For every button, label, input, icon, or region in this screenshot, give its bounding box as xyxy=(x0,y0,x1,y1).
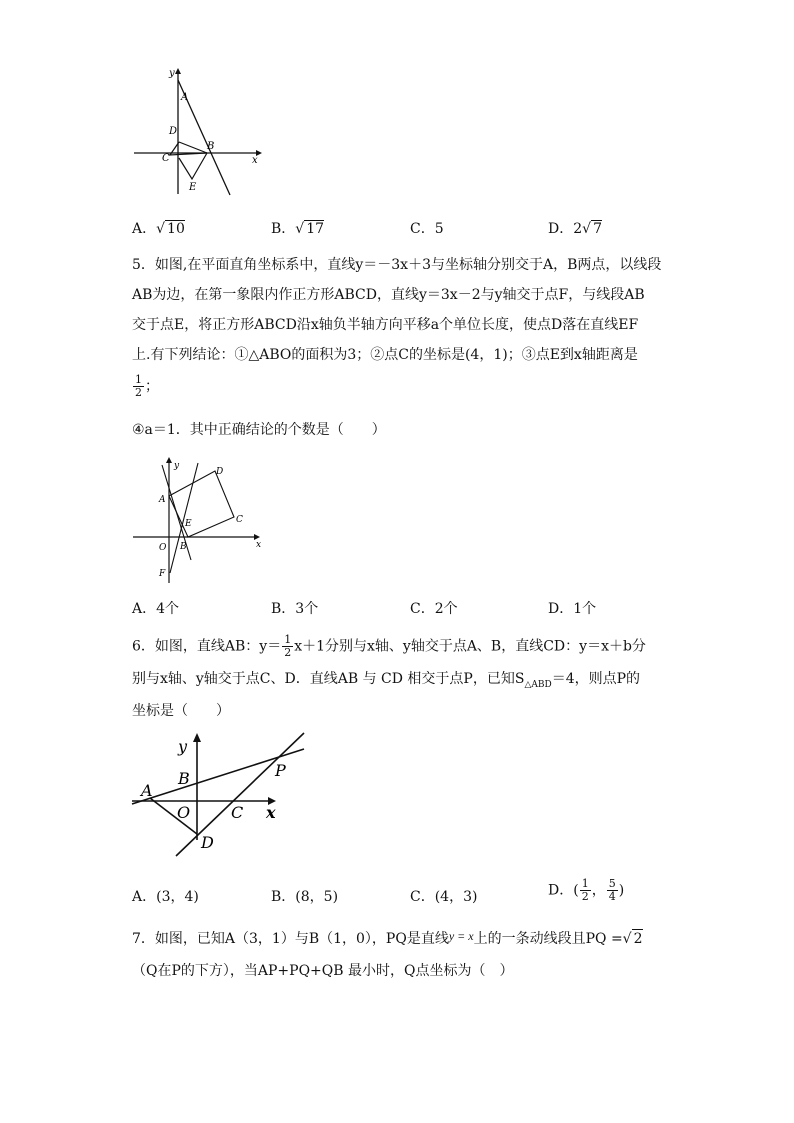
q5-label-y: y xyxy=(174,461,180,471)
q6-label-d: D xyxy=(201,833,214,852)
q5-option-a[interactable]: A．4个 xyxy=(132,601,180,617)
q7-line-2: （Q在P的下方），当AP+PQ+QB 最小时，Q点坐标为（ ） xyxy=(132,963,514,979)
q5-label-a: A xyxy=(159,495,166,505)
radical-sign: √ xyxy=(582,221,592,237)
q5-label-b: B xyxy=(180,542,187,552)
q6-label-b: B xyxy=(178,769,190,788)
q5-label-e: E xyxy=(185,519,192,529)
q5-line-4: 上.有下列结论：①△ABO的面积为3；②点C的坐标是(4，1)；③点E到x轴距离是 xyxy=(132,347,638,363)
q4-option-c[interactable] xyxy=(410,218,444,238)
q4-label-d: D xyxy=(169,126,178,137)
q4-option-d[interactable] xyxy=(548,218,602,238)
radical-sign: √ xyxy=(295,221,305,237)
q5-y-arrow xyxy=(166,457,172,463)
coefficient: 2 xyxy=(573,221,583,237)
q5-label-c: C xyxy=(236,515,243,525)
option-prefix: B． xyxy=(271,221,296,237)
radical-sign: √ xyxy=(156,221,166,237)
q4-label-e: E xyxy=(189,182,197,193)
q6-label-c: C xyxy=(231,803,244,822)
q6-label-y: y xyxy=(178,737,188,756)
q6-label-p: P xyxy=(275,761,286,780)
equation: y = x xyxy=(448,929,474,943)
text-segment: 6．如图，直线AB：y＝ xyxy=(132,638,282,655)
separator: ， xyxy=(591,882,606,899)
q5-label-o: O xyxy=(159,543,167,553)
q6-label-x: x xyxy=(266,803,276,822)
text-segment: 上的一条动线段且PQ = xyxy=(473,931,623,947)
text-segment: x＋1分别与x轴、y轴交于点A、B，直线CD：y＝x＋b分 xyxy=(294,638,646,655)
q5-line-3: 交于点E，将正方形ABCD沿x轴负半轴方向平移a个单位长度，使点D落在直线EF xyxy=(132,317,639,333)
q5-label-x: x xyxy=(256,540,262,550)
text-segment: ＝4，则点P的 xyxy=(551,671,641,687)
numerator: 5 xyxy=(608,877,616,890)
q5-line-ef xyxy=(170,463,198,573)
fraction xyxy=(580,878,591,903)
q6-label-a: A xyxy=(141,781,153,800)
denominator: 4 xyxy=(608,890,616,903)
option-text: 5 xyxy=(434,221,444,237)
fraction xyxy=(133,374,144,399)
denominator: 2 xyxy=(135,386,142,399)
q5-fraction-line xyxy=(132,374,159,399)
option-prefix: D．( xyxy=(548,882,579,899)
q5-line-5: ④a＝1．其中正确结论的个数是（ ） xyxy=(132,422,386,438)
q6-figure xyxy=(128,728,318,858)
q6-option-b[interactable]: B．(8，5) xyxy=(271,889,339,905)
q4-figure xyxy=(128,62,268,202)
numerator: 1 xyxy=(284,633,292,646)
q6-line-cd xyxy=(176,733,304,856)
radicand: 17 xyxy=(306,221,325,237)
q6-option-d[interactable] xyxy=(548,878,624,903)
q4-label-y: y xyxy=(169,68,175,79)
numerator: 1 xyxy=(135,373,142,386)
q5-option-b[interactable]: B．3个 xyxy=(271,601,319,617)
q7-line-1 xyxy=(132,927,643,948)
denominator: 2 xyxy=(284,646,292,659)
radicand: 2 xyxy=(633,931,643,947)
q5-figure xyxy=(128,455,268,585)
q5-label-f: F xyxy=(159,569,166,579)
q5-line-2: AB为边，在第一象限内作正方形ABCD，直线y＝3x－2与y轴交于点F，与线段AB xyxy=(132,287,645,303)
numerator: 1 xyxy=(581,877,589,890)
q5-option-d[interactable]: D．1个 xyxy=(548,601,597,617)
option-suffix: ) xyxy=(618,882,625,899)
q4-shape-be xyxy=(179,153,207,179)
q4-label-x: x xyxy=(252,155,258,166)
option-prefix: A． xyxy=(132,221,157,237)
q4-y-arrow xyxy=(175,68,181,74)
fraction xyxy=(607,878,618,903)
q6-option-c[interactable]: C．(4，3) xyxy=(410,889,478,905)
text-segment: 7．如图，已知A（3，1）与B（1，0），PQ是直线 xyxy=(132,931,449,947)
text-segment: 别与x轴、y轴交于点C、D．直线AB 与 CD 相交于点P，已知S xyxy=(132,671,525,687)
q4-label-c: C xyxy=(162,153,170,164)
option-prefix: C． xyxy=(410,221,435,237)
radicand: 10 xyxy=(167,221,185,237)
q6-line-1 xyxy=(132,634,646,659)
subscript: △ABD xyxy=(524,679,552,690)
q6-line-2 xyxy=(132,670,640,694)
radical-sign: √ xyxy=(622,931,632,947)
denominator: 2 xyxy=(581,890,589,903)
radicand: 7 xyxy=(593,221,602,237)
q4-option-a[interactable] xyxy=(132,218,185,238)
q6-label-o: O xyxy=(177,803,191,822)
q5-line-1: 5．如图,在平面直角坐标系中，直线y＝－3x＋3与坐标轴分别交于A，B两点，以线段 xyxy=(132,257,662,273)
fraction xyxy=(282,634,293,659)
q6-line-3: 坐标是（ ） xyxy=(132,703,230,719)
option-prefix: D． xyxy=(548,221,574,237)
q5-square xyxy=(169,471,234,537)
q6-option-a[interactable]: A．(3，4) xyxy=(132,889,199,905)
punctuation: ； xyxy=(145,378,159,395)
q4-option-b[interactable] xyxy=(271,218,324,238)
q4-label-a: A xyxy=(181,92,189,103)
q6-y-arrow xyxy=(193,733,201,742)
q4-label-b: B xyxy=(207,141,215,152)
q5-label-d: D xyxy=(216,467,224,477)
q5-option-c[interactable]: C．2个 xyxy=(410,601,458,617)
